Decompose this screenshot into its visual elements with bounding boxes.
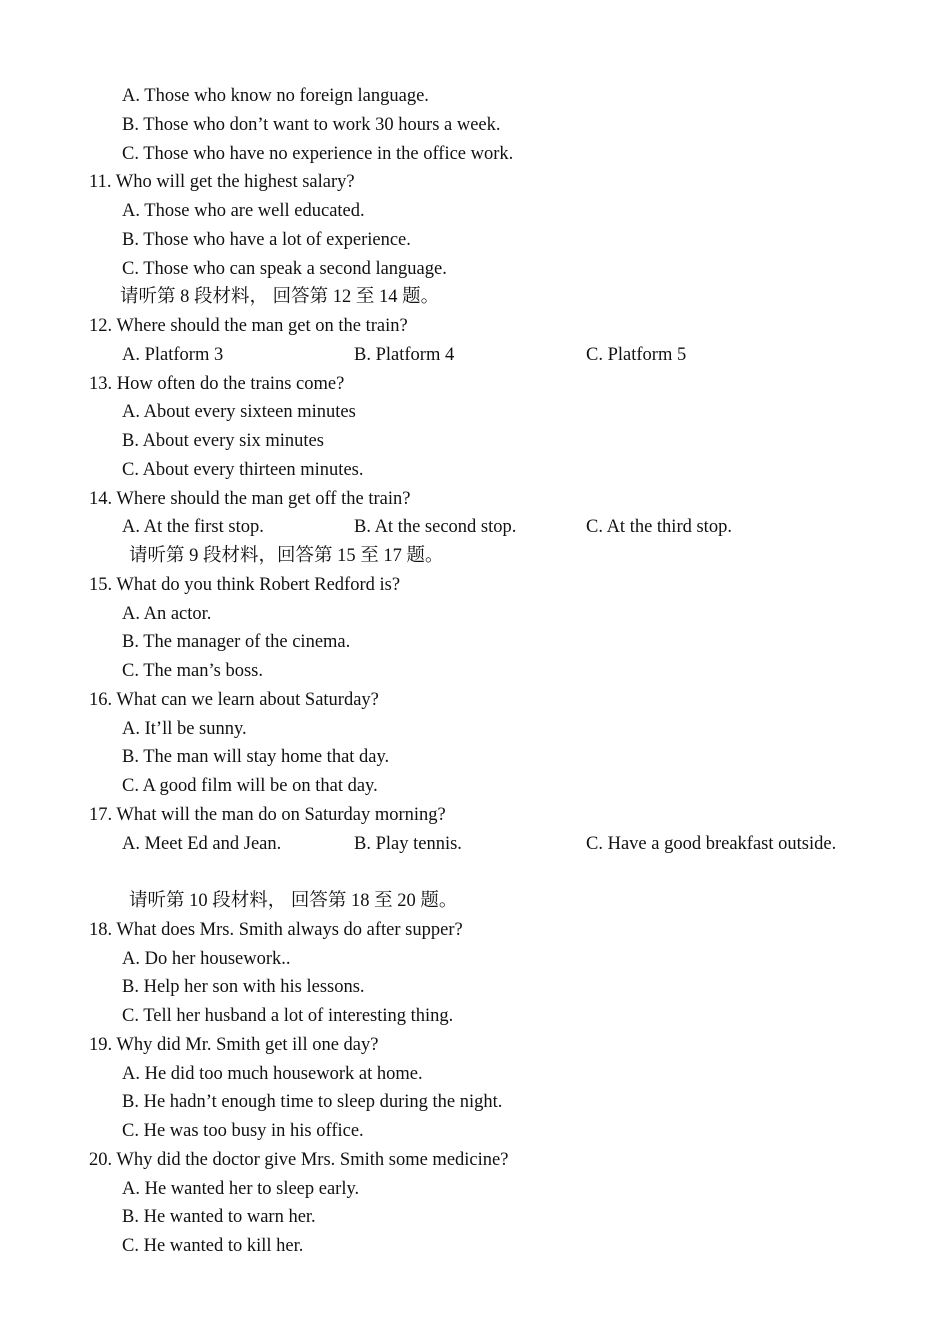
option-c: C. He was too busy in his office. bbox=[122, 1121, 364, 1141]
option-b: B. Play tennis. bbox=[354, 833, 462, 854]
option-a: A. Those who know no foreign language. bbox=[122, 86, 429, 106]
option-c: C. A good film will be on that day. bbox=[122, 776, 378, 796]
option-a: A. Do her housework.. bbox=[122, 948, 291, 969]
option-b: B. Those who have a lot of experience. bbox=[122, 229, 411, 250]
exam-page bbox=[0, 82, 950, 1261]
option-b: B. At the second stop. bbox=[354, 517, 517, 538]
options-row-17 bbox=[0, 830, 950, 859]
option-a: A. It’ll be sunny. bbox=[122, 718, 247, 739]
option-c: C. Have a good breakfast outside. bbox=[586, 833, 837, 854]
question-19: 19. Why did Mr. Smith get ill one day? bbox=[89, 1034, 379, 1055]
question-20: 20. Why did the doctor give Mrs. Smith some medicine? bbox=[89, 1149, 509, 1170]
option-c: C. Those who have no experience in the office work. bbox=[122, 143, 514, 164]
question-13: 13. How often do the trains come? bbox=[89, 373, 345, 394]
option-c: C. At the third stop. bbox=[586, 517, 732, 538]
question-16: 16. What can we learn about Saturday? bbox=[89, 689, 379, 710]
option-b: B. Help her son with his lessons. bbox=[122, 977, 365, 998]
options-row-14 bbox=[0, 513, 950, 542]
option-b: B. Those who don’t want to work 30 hours a week. bbox=[122, 114, 501, 135]
section-heading-9: 请听第 9 段材料，回答第 15 至 17 题。 bbox=[129, 546, 444, 566]
options-row-12 bbox=[0, 341, 950, 370]
question-18: 18. What does Mrs. Smith always do after supper? bbox=[89, 919, 463, 940]
question-15: 15. What do you think Robert Redford is? bbox=[89, 574, 401, 595]
spacer bbox=[0, 858, 950, 887]
option-c: C. Platform 5 bbox=[586, 344, 687, 365]
option-b: B. The man will stay home that day. bbox=[122, 747, 390, 768]
option-b: B. He hadn’t enough time to sleep during the night. bbox=[122, 1092, 503, 1113]
option-a: A. An actor. bbox=[122, 603, 212, 624]
option-b: B. The manager of the cinema. bbox=[122, 632, 351, 653]
option-c: C. Those who can speak a second language. bbox=[122, 258, 447, 279]
section-heading-8: 请听第 8 段材料， 回答第 12 至 14 题。 bbox=[120, 287, 440, 308]
option-a: A. Meet Ed and Jean. bbox=[122, 833, 282, 854]
option-c: C. About every thirteen minutes. bbox=[122, 459, 364, 480]
question-17: 17. What will the man do on Saturday morning? bbox=[89, 804, 446, 825]
option-a: A. He wanted her to sleep early. bbox=[122, 1178, 360, 1199]
option-b: B. About every six minutes bbox=[122, 431, 324, 451]
option-a: A. Platform 3 bbox=[122, 344, 224, 365]
option-c: C. He wanted to kill her. bbox=[122, 1236, 304, 1256]
section-heading-10: 请听第 10 段材料， 回答第 18 至 20 题。 bbox=[129, 891, 458, 911]
option-a: A. Those who are well educated. bbox=[122, 201, 365, 221]
question-14: 14. Where should the man get off the train? bbox=[89, 488, 411, 509]
question-11: 11. Who will get the highest salary? bbox=[89, 172, 355, 193]
option-a: A. About every sixteen minutes bbox=[122, 402, 356, 423]
option-b: B. Platform 4 bbox=[354, 344, 455, 365]
option-c: C. Tell her husband a lot of interesting thing. bbox=[122, 1006, 454, 1026]
option-a: A. At the first stop. bbox=[122, 517, 264, 538]
question-12: 12. Where should the man get on the train? bbox=[89, 316, 408, 336]
option-c: C. The man’s boss. bbox=[122, 661, 263, 681]
option-a: A. He did too much housework at home. bbox=[122, 1063, 423, 1084]
option-b: B. He wanted to warn her. bbox=[122, 1207, 316, 1228]
